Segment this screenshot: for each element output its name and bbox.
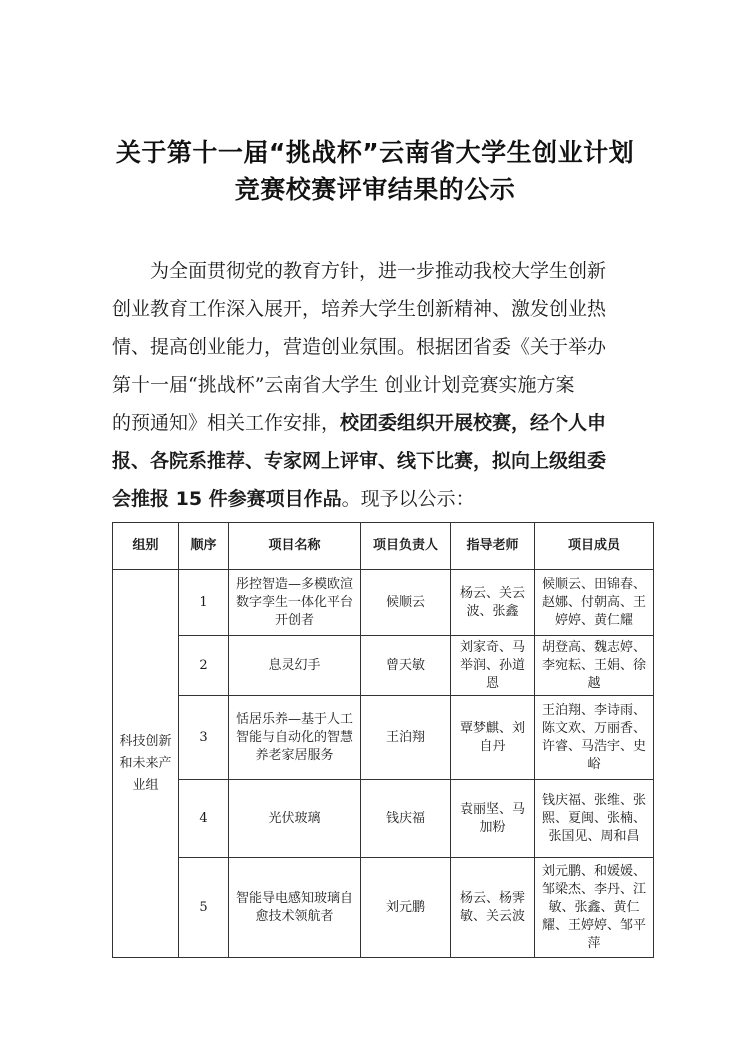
column-header: 项目成员 (535, 523, 654, 570)
paragraph-line (112, 480, 672, 518)
project-name-cell: 智能导电感知玻璃自愈技术领航者 (229, 858, 361, 958)
column-header: 项目负责人 (361, 523, 451, 570)
column-header: 顺序 (179, 523, 229, 570)
advisor-cell: 覃梦麒、刘自丹 (451, 696, 535, 780)
group-cell: 科技创新和未来产业组 (113, 570, 179, 958)
advisor-cell: 刘家奇、马举润、孙道恩 (451, 636, 535, 696)
paragraph-line (112, 404, 672, 442)
paragraph-line: 创业教育工作深入展开，培养大学生创新精神、激发创业热 (112, 298, 607, 320)
column-header: 项目名称 (229, 523, 361, 570)
order-cell: 3 (179, 696, 229, 780)
paragraph-line: 为全面贯彻党的教育方针，进一步推动我校大学生创新 (150, 260, 607, 282)
project-name-cell: 息灵幻手 (229, 636, 361, 696)
column-header: 指导老师 (451, 523, 535, 570)
paragraph-line: 情、提高创业能力，营造创业氛围。根据团省委《关于举办 (112, 336, 607, 358)
leader-cell: 王泊翔 (361, 696, 451, 780)
members-cell: 候顺云、田锦春、赵娜、付朝高、王婷婷、黄仁耀 (535, 570, 654, 636)
members-cell: 胡登高、魏志婷、李宛耘、王娟、徐越 (535, 636, 654, 696)
document-title-line1: 关于第十一届“挑战杯”云南省大学生创业计划 (115, 138, 635, 167)
paragraph-bold-text: 校团委组织开展校赛，经个人申 (340, 412, 607, 434)
leader-cell: 曾天敏 (361, 636, 451, 696)
order-cell: 1 (179, 570, 229, 636)
leader-cell: 钱庆福 (361, 780, 451, 858)
project-name-cell: 恬居乐养—基于人工智能与自动化的智慧养老家居服务 (229, 696, 361, 780)
order-cell: 4 (179, 780, 229, 858)
table-row (113, 570, 654, 636)
table-header-row (113, 523, 654, 570)
body-paragraph (112, 252, 672, 518)
project-name-cell: 彤控智造—多模欧渲数字孪生一体化平台开创者 (229, 570, 361, 636)
advisor-cell: 袁丽坚、马加粉 (451, 780, 535, 858)
paragraph-line: 报、各院系推荐、专家网上评审、线下比赛，拟向上级组委 (112, 450, 607, 472)
order-cell: 5 (179, 858, 229, 958)
table-row (113, 636, 654, 696)
table-row (113, 780, 654, 858)
results-table (112, 522, 654, 958)
members-cell: 王泊翔、李诗雨、陈文欢、万丽香、许睿、马浩宇、史峪 (535, 696, 654, 780)
advisor-cell: 杨云、关云波、张鑫 (451, 570, 535, 636)
paragraph-bold-text: 会推报 15 件参赛项目作品 (112, 488, 342, 510)
order-cell: 2 (179, 636, 229, 696)
paragraph-text: 。现予以公示： (341, 488, 475, 510)
paragraph-line: 第十一届“挑战杯”云南省大学生 创业计划竞赛实施方案 (112, 374, 575, 396)
table-row (113, 696, 654, 780)
column-header: 组别 (113, 523, 179, 570)
members-cell: 刘元鹏、和媛媛、邹梁杰、李丹、江敏、张鑫、黄仁耀、王婷婷、邹平萍 (535, 858, 654, 958)
table-row (113, 858, 654, 958)
project-name-cell: 光伏玻璃 (229, 780, 361, 858)
members-cell: 钱庆福、张维、张熙、夏闽、张楠、张国见、周和昌 (535, 780, 654, 858)
leader-cell: 候顺云 (361, 570, 451, 636)
advisor-cell: 杨云、杨霁敏、关云波 (451, 858, 535, 958)
document-title-line2: 竞赛校赛评审结果的公示 (234, 175, 516, 204)
paragraph-text: 的预通知》相关工作安排， (112, 412, 341, 434)
leader-cell: 刘元鹏 (361, 858, 451, 958)
